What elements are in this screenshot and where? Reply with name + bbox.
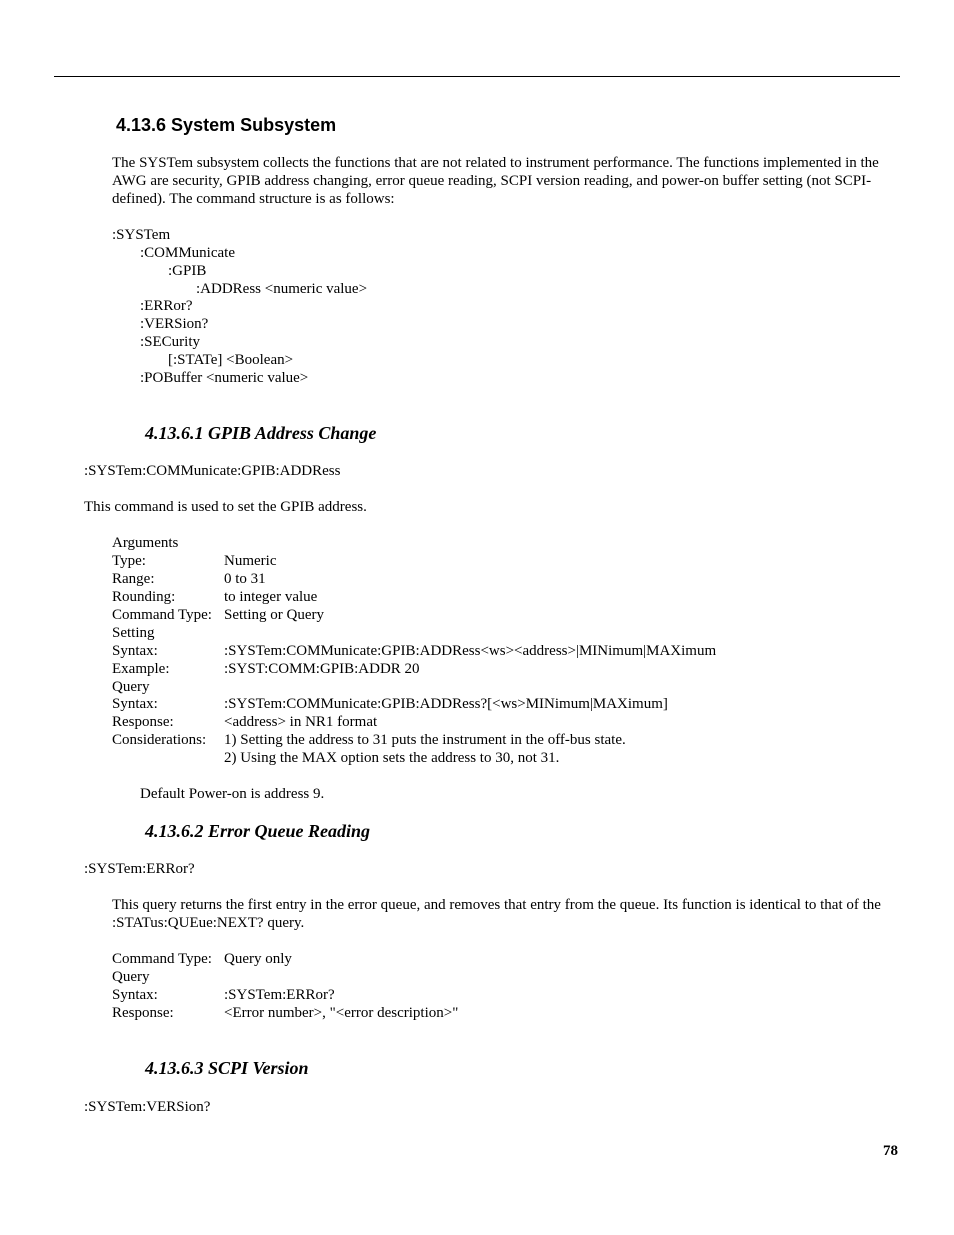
setting-syntax-label: Syntax: [112, 643, 158, 659]
rounding-value: to integer value [224, 589, 318, 605]
range-label: Range: [112, 571, 155, 587]
tree-node-address: :ADDRess <numeric value> [196, 281, 368, 297]
page-number: 78 [883, 1143, 898, 1159]
query-label: Query [112, 679, 150, 695]
rounding-label: Rounding: [112, 589, 176, 605]
example-label: Example: [112, 661, 170, 677]
section-heading: 4.13.6 System Subsystem [116, 115, 337, 135]
tree-node-state: [:STATe] <Boolean> [168, 352, 294, 368]
error-command: :SYSTem:ERRor? [84, 861, 195, 877]
example-value: :SYST:COMM:GPIB:ADDR 20 [224, 661, 420, 677]
command-type-label: Command Type: [112, 607, 212, 623]
type-label: Type: [112, 553, 146, 569]
considerations-label: Considerations: [112, 732, 207, 748]
gpib-command: :SYSTem:COMMunicate:GPIB:ADDRess [84, 463, 341, 479]
tree-node-communicate: :COMMunicate [140, 245, 235, 261]
scpi-heading: 4.13.6.3 SCPI Version [145, 1058, 309, 1078]
section-intro: The SYSTem subsystem collects the functions that are not related to instrument performance. The functions implemented in the AWG are security, GPIB address changing, error queue reading, SCPI version reading, and power-on buffer setting (not SCPI-defined). The command structure is as follows: [112, 155, 879, 207]
error-syntax-label: Syntax: [112, 987, 158, 1003]
consideration-1: 1) Setting the address to 31 puts the instrument in the off-bus state. [224, 732, 626, 748]
tree-node-pobuffer: :POBuffer <numeric value> [140, 370, 309, 386]
query-syntax-value: :SYSTem:COMMunicate:GPIB:ADDRess?[<ws>MINimum|MAXimum] [224, 696, 668, 712]
header-rule [54, 76, 900, 77]
scpi-command: :SYSTem:VERSion? [84, 1099, 211, 1115]
tree-node-version: :VERSion? [140, 316, 209, 332]
response-label: Response: [112, 714, 174, 730]
query-syntax-label: Syntax: [112, 696, 158, 712]
error-query-label: Query [112, 969, 150, 985]
gpib-default: Default Power-on is address 9. [140, 786, 325, 802]
gpib-description: This command is used to set the GPIB address. [84, 499, 367, 515]
type-value: Numeric [224, 553, 277, 569]
tree-node-system: :SYSTem [112, 227, 171, 243]
error-response-value: <Error number>, "<error description>" [224, 1005, 459, 1021]
consideration-2: 2) Using the MAX option sets the address to 30, not 31. [224, 750, 560, 766]
gpib-heading: 4.13.6.1 GPIB Address Change [145, 423, 377, 443]
tree-node-gpib: :GPIB [168, 263, 207, 279]
tree-node-security: :SECurity [140, 334, 201, 350]
command-type-value: Setting or Query [224, 607, 324, 623]
range-value: 0 to 31 [224, 571, 266, 587]
arguments-label: Arguments [112, 535, 179, 551]
error-response-label: Response: [112, 1005, 174, 1021]
error-description: This query returns the first entry in the error queue, and removes that entry from the queue. Its function is identical to that of the :STATus:QUEue:NEXT? query. [112, 897, 881, 931]
setting-syntax-value: :SYSTem:COMMunicate:GPIB:ADDRess<ws><address>|MINimum|MAXimum [224, 643, 717, 659]
error-command-type-label: Command Type: [112, 951, 212, 967]
error-syntax-value: :SYSTem:ERRor? [224, 987, 335, 1003]
response-value: <address> in NR1 format [224, 714, 378, 730]
tree-node-error: :ERRor? [140, 298, 193, 314]
setting-label: Setting [112, 625, 155, 641]
error-command-type-value: Query only [224, 951, 292, 967]
error-heading: 4.13.6.2 Error Queue Reading [145, 821, 371, 841]
